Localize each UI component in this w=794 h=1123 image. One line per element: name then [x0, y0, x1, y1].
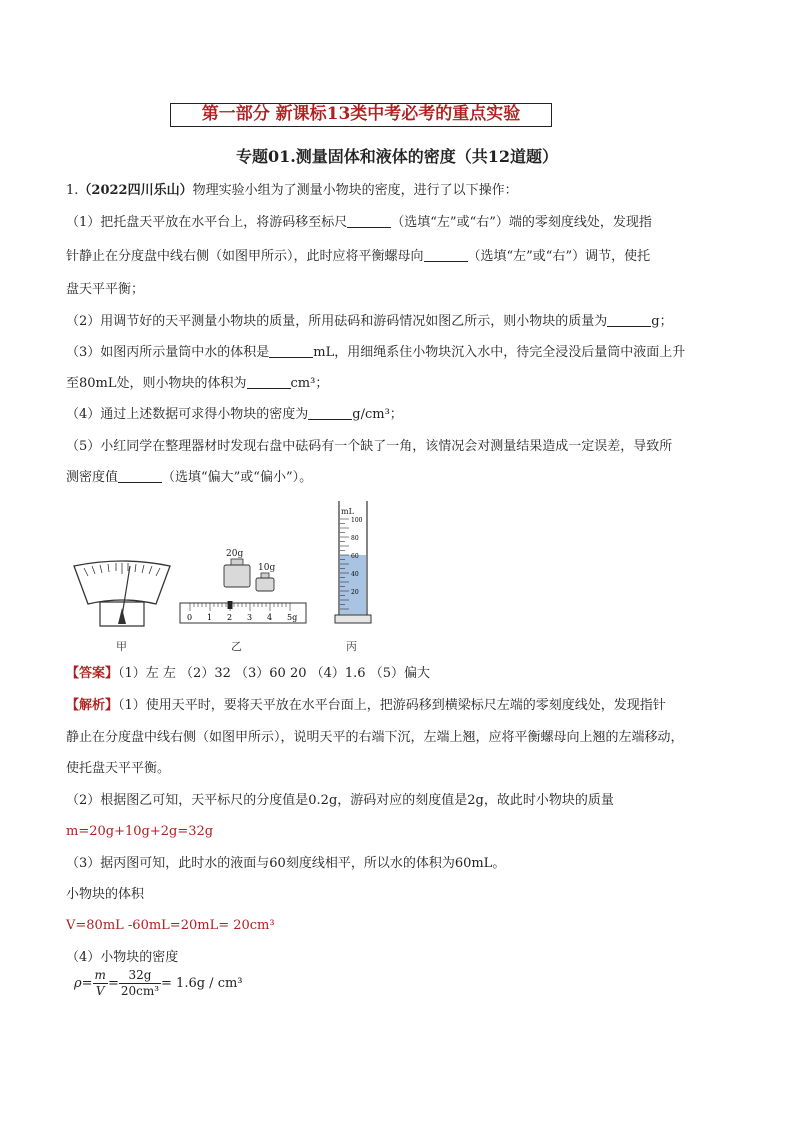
fraction-numerator: 32g — [119, 968, 161, 984]
question-stem: 物理实验小组为了测量小物块的密度，进行了以下操作： — [192, 183, 518, 198]
part1-text-b: （选填“左”或“右”）端的零刻度线处，发现指 — [391, 215, 652, 230]
analysis-text: （4）小物块的密度 — [66, 950, 179, 965]
analysis-volume-formula — [66, 913, 275, 938]
part5-text-a: （5）小红同学在整理器材时发现右盘中砝码有一个缺了一角，该情况会对测量结果造成一定误差，导致所 — [66, 439, 673, 454]
answer-label: 【答案】 — [66, 666, 119, 681]
analysis-text: 静止在分度盘中线右侧（如图甲所示），说明天平的右端下沉，左端上翘，应将平衡螺母向上翘的左端移动， — [66, 730, 684, 745]
weight-10g — [256, 573, 274, 591]
analysis-text: 使托盘天平平衡。 — [66, 761, 171, 776]
cylinder-tick-label: 80 — [351, 535, 359, 542]
part4-text-a: （4）通过上述数据可求得小物块的密度为 — [66, 407, 309, 422]
analysis-label: 【解析】 — [66, 698, 119, 713]
part5-line1 — [66, 434, 672, 459]
answer-blank — [308, 405, 352, 420]
part-title-box — [170, 103, 552, 127]
part1-text-e: 盘天平平衡； — [66, 282, 145, 297]
cylinder-tick-label: 100 — [351, 517, 363, 524]
part4-text-b: g/cm³； — [352, 407, 403, 422]
cylinder-tick-label: 60 — [351, 553, 359, 560]
cylinder-tick-label: 20 — [351, 589, 359, 596]
part1-line3 — [66, 277, 144, 302]
ruler-tick-label: 3 — [247, 613, 253, 622]
answer-blank — [247, 374, 291, 389]
figure-jia-balance-dial — [70, 558, 174, 630]
part-title: 第一部分 新课标13类中考必考的重点实验 — [201, 104, 521, 124]
answer-line — [66, 661, 430, 686]
analysis-text: （1）使用天平时，要将天平放在水平台面上，把游码移到横梁标尺左端的零刻度线处，发现指针 — [118, 698, 666, 713]
part1-line1 — [66, 210, 652, 235]
fraction-denominator: 20cm³ — [120, 984, 160, 998]
part5-text-b: 测密度值 — [66, 470, 119, 485]
analysis-line6 — [66, 851, 505, 876]
weight-10g-label: 10g — [258, 563, 276, 573]
analysis-line7 — [66, 882, 144, 907]
part3-line1 — [66, 340, 685, 365]
question-number: 1. — [66, 183, 79, 198]
part2-line — [66, 309, 673, 334]
ruler-tick-label: 1 — [207, 613, 213, 622]
answer-text: （1）左 左 （2）32 （3）60 20 （4）1.6 （5）偏大 — [118, 666, 430, 681]
question-stem-line — [66, 178, 518, 203]
analysis-text: （3）据丙图可知，此时水的液面与60刻度线相平，所以水的体积为60mL。 — [66, 856, 506, 871]
answer-blank — [269, 343, 313, 358]
analysis-line2 — [66, 725, 684, 750]
answer-blank — [347, 213, 391, 228]
ruler-tick-label: 4 — [267, 613, 273, 622]
analysis-text: 小物块的体积 — [66, 887, 145, 902]
analysis-line1 — [66, 693, 666, 718]
answer-blank — [424, 247, 468, 262]
weight-20g-label: 20g — [226, 549, 244, 559]
part3-text-a: （3）如图丙所示量筒中水的体积是 — [66, 345, 270, 360]
caption-yi: 乙 — [231, 640, 242, 653]
m-over-v-fraction — [93, 968, 108, 999]
answer-blank — [607, 312, 651, 327]
equals-sign: = — [107, 976, 119, 991]
weight-20g — [224, 559, 250, 587]
volume-formula: V=80mL -60mL=20mL= 20cm³ — [66, 918, 275, 933]
ruler-tick-label: 5g — [287, 613, 298, 622]
part3-text-c: 至80mL处，则小物块的体积为 — [66, 376, 247, 391]
density-formula — [74, 968, 243, 999]
cylinder-unit: mL — [341, 507, 354, 516]
cylinder-tick-label: 40 — [351, 571, 359, 578]
part1-text-a: （1）把托盘天平放在水平台上，将游码移至标尺 — [66, 215, 348, 230]
analysis-line9 — [66, 945, 178, 970]
analysis-line4 — [66, 788, 614, 813]
fraction-denominator: V — [95, 984, 105, 998]
ruler-tick-label: 0 — [187, 613, 193, 622]
part2-text-a: （2）用调节好的天平测量小物块的质量，所用砝码和游码情况如图乙所示，则小物块的质量为 — [66, 314, 608, 329]
answer-blank — [118, 468, 162, 483]
part3-line2 — [66, 371, 328, 396]
topic-title: 专题01.测量固体和液体的密度（共12道题） — [235, 147, 559, 166]
figure-yi-weights-ruler — [178, 545, 310, 625]
part5-line2 — [66, 465, 312, 490]
part2-text-b: g； — [651, 314, 673, 329]
part1-text-d: （选填“左”或“右”）调节，使托 — [467, 249, 651, 264]
part3-text-d: cm³； — [290, 376, 329, 391]
part4-line — [66, 402, 403, 427]
question-source: （2022四川乐山） — [78, 183, 193, 198]
fraction-numerator: m — [94, 968, 106, 982]
figure-bing-cylinder — [333, 497, 373, 627]
part1-text-c: 针静止在分度盘中线右侧（如图甲所示），此时应将平衡螺母向 — [66, 249, 424, 264]
numeric-fraction — [119, 968, 161, 999]
analysis-line3 — [66, 756, 170, 781]
ruler-tick-label: 2 — [227, 613, 233, 622]
part3-text-b: mL，用细绳系住小物块沉入水中，待完全浸没后量筒中液面上升 — [313, 345, 686, 360]
caption-bing: 丙 — [346, 640, 357, 653]
rho-symbol: ρ= — [74, 976, 93, 991]
analysis-text: （2）根据图乙可知，天平标尺的分度值是0.2g，游码对应的刻度值是2g，故此时小物块的质量 — [66, 793, 614, 808]
part1-line2 — [66, 244, 650, 269]
analysis-mass-formula — [66, 819, 213, 844]
caption-jia: 甲 — [116, 640, 127, 653]
density-result: = 1.6g / cm³ — [161, 976, 243, 991]
mass-formula: m=20g+10g+2g=32g — [66, 824, 214, 839]
part5-text-c: （选填“偏大”或“偏小”）。 — [162, 470, 313, 485]
